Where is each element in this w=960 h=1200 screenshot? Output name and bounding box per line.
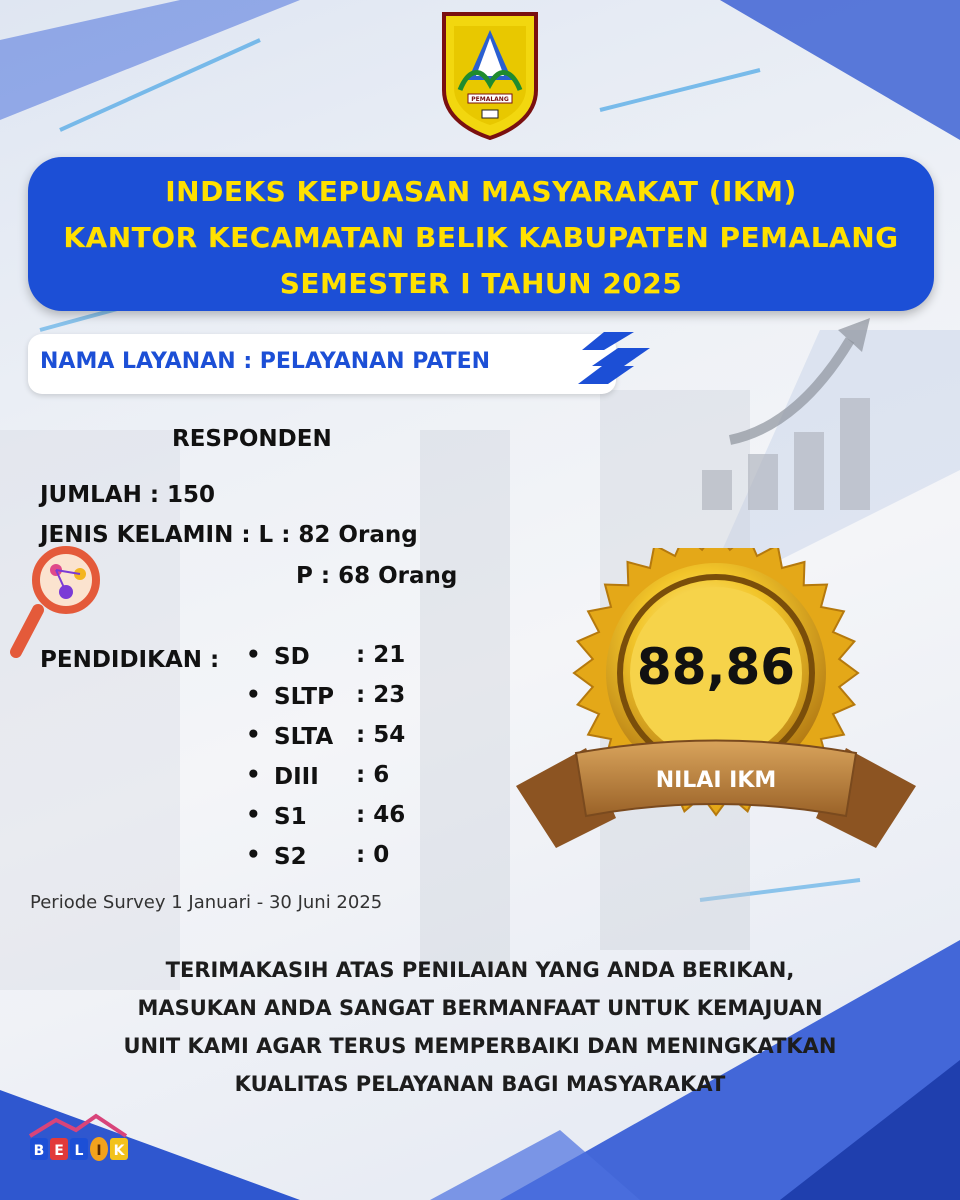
logo-letter: I [96, 1143, 102, 1159]
title-line-3: SEMESTER I TAHUN 2025 [279, 267, 683, 300]
gender-label: JENIS KELAMIN : L : 82 Orang [40, 522, 418, 548]
education-row [246, 842, 446, 878]
thanks-line-2: MASUKAN ANDA SANGAT BERMANFAAT UNTUK KEMAJUAN [137, 996, 823, 1020]
education-row [246, 722, 446, 758]
education-label: PENDIDIKAN : [40, 647, 220, 673]
bullet: • [246, 722, 261, 748]
title-banner [28, 157, 934, 311]
bullet: • [246, 802, 261, 828]
education-level: SD [274, 644, 310, 670]
survey-period: Periode Survey 1 Januari - 30 Juni 2025 [30, 892, 383, 913]
belik-logo [26, 1108, 146, 1168]
respondents-total: JUMLAH : 150 [40, 482, 216, 508]
gender-female: P : 68 Orang [296, 563, 458, 589]
logo-letter: B [33, 1143, 45, 1159]
bullet: • [246, 682, 261, 708]
thanks-line-4: KUALITAS PELAYANAN BAGI MASYARAKAT [234, 1072, 726, 1096]
ikm-label: NILAI IKM [655, 768, 777, 793]
logo-letter: E [54, 1143, 64, 1159]
logo-letter: K [113, 1143, 125, 1159]
education-level: S1 [274, 804, 307, 830]
education-value: : 6 [356, 762, 390, 788]
service-name-box [28, 334, 616, 394]
education-level: SLTP [274, 684, 334, 710]
education-row [246, 682, 446, 718]
title-line-2: KANTOR KECAMATAN BELIK KABUPATEN PEMALANG [63, 221, 899, 254]
education-row [246, 642, 446, 678]
bullet: • [246, 842, 261, 868]
education-value: : 54 [356, 722, 406, 748]
education-row [246, 762, 446, 798]
education-level: DIII [274, 764, 319, 790]
thanks-line-3: UNIT KAMI AGAR TERUS MEMPERBAIKI DAN MENINGKATKAN [123, 1034, 837, 1058]
education-row [246, 802, 446, 838]
education-value: : 23 [356, 682, 406, 708]
education-level: SLTA [274, 724, 334, 750]
thanks-line-1: TERIMAKASIH ATAS PENILAIAN YANG ANDA BERIKAN, [165, 958, 795, 982]
emblem-text: PEMALANG [471, 96, 509, 103]
bullet: • [246, 762, 261, 788]
education-level: S2 [274, 844, 307, 870]
respondents-heading: RESPONDEN [172, 426, 332, 452]
pemalang-emblem [438, 10, 542, 140]
ikm-score: 88,86 [636, 638, 796, 696]
education-value: : 0 [356, 842, 390, 868]
education-value: : 21 [356, 642, 406, 668]
bullet: • [246, 642, 261, 668]
magnifier-icon [8, 544, 104, 664]
service-name: NAMA LAYANAN : PELAYANAN PATEN [40, 349, 491, 374]
logo-letter: L [74, 1143, 84, 1159]
title-line-1: INDEKS KEPUASAN MASYARAKAT (IKM) [165, 175, 797, 208]
ikm-medal [516, 548, 916, 858]
education-value: : 46 [356, 802, 406, 828]
service-logo-icon [578, 328, 654, 388]
